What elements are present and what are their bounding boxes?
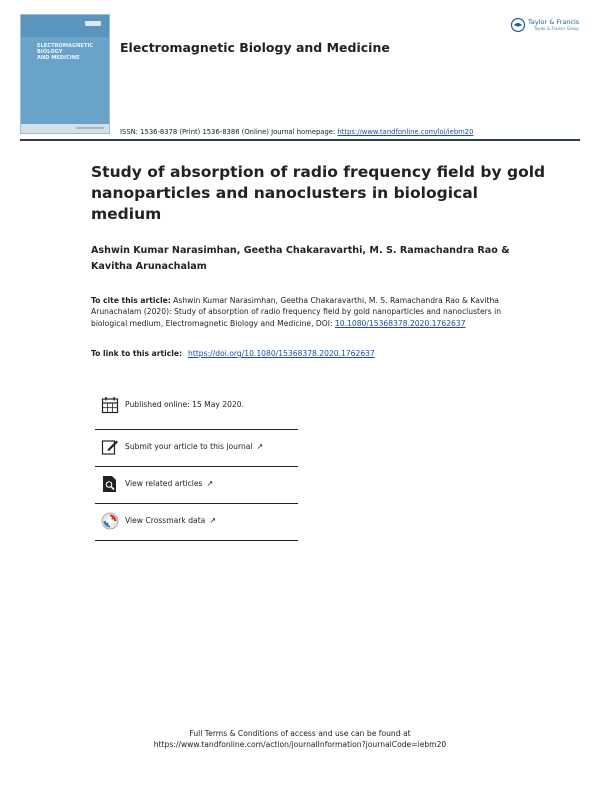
article-title: Study of absorption of radio frequency field by gold nanoparticles and nanoclusters in biological medium: [91, 163, 546, 223]
cover-bottom-band: [21, 124, 109, 133]
citation-block: [91, 295, 511, 329]
publisher-logo-sub: Taylor & Francis Group: [534, 26, 579, 31]
external-link-icon: ↗: [206, 479, 214, 488]
crossmark-icon: [101, 512, 119, 530]
journal-title: Electromagnetic Biology and Medicine: [120, 40, 390, 55]
cover-title: ELECTROMAGNETIC BIOLOGY AND MEDICINE: [37, 43, 94, 61]
issn-text: ISSN: 1536-8378 (Print) 1536-8386 (Online) Journal homepage:: [120, 128, 338, 136]
footer-terms-link[interactable]: https://www.tandfonline.com/action/journalInformation?journalCode=iebm20: [153, 740, 447, 749]
edit-icon: [101, 438, 119, 456]
crossmark-link[interactable]: [125, 516, 216, 525]
published-online-label: Published online: 15 May 2020.: [125, 400, 245, 409]
publisher-logo[interactable]: [510, 16, 582, 36]
cite-doi-link[interactable]: 10.1080/15368378.2020.1762637: [334, 318, 466, 328]
footer: [0, 728, 600, 750]
related-articles-link[interactable]: [125, 479, 213, 488]
publisher-logo-name: Taylor & Francis: [528, 18, 580, 26]
published-online-row: [95, 388, 298, 430]
journal-homepage-link[interactable]: https://www.tandfonline.com/loi/iebm20: [337, 128, 474, 136]
external-link-icon: ↗: [209, 516, 217, 525]
external-link-icon: ↗: [256, 442, 264, 451]
article-authors: Ashwin Kumar Narasimhan, Geetha Chakaravarthi, M. S. Ramachandra Rao & Kavitha Arunachalam: [91, 245, 510, 272]
cover-publisher-mark: [85, 21, 101, 26]
article-doi-link[interactable]: https://doi.org/10.1080/15368378.2020.1762637: [188, 349, 375, 358]
cite-label: To cite this article:: [91, 296, 171, 305]
related-articles-label: View related articles: [125, 479, 203, 488]
article-actions: [95, 388, 298, 541]
submit-article-row[interactable]: [95, 430, 298, 467]
crossmark-row[interactable]: [95, 504, 298, 541]
crossmark-label: View Crossmark data: [125, 516, 206, 525]
cite-text: Ashwin Kumar Narasimhan, Geetha Chakaravarthi, M. S. Ramachandra Rao & Kavitha Arunachalam (2020): Study of absorption of radio frequency field by gold nanoparticles and nanoclusters in biological medium, Electromagnetic Biology and Medicine, DOI:: [91, 296, 502, 328]
header-divider: [20, 139, 580, 141]
article-link-line: [91, 349, 375, 358]
link-label: To link to this article:: [91, 349, 183, 358]
related-articles-row[interactable]: [95, 467, 298, 504]
footer-terms-text: Full Terms & Conditions of access and use can be found at: [189, 729, 411, 738]
search-document-icon: [101, 475, 119, 493]
submit-article-link[interactable]: [125, 442, 263, 451]
submit-article-label: Submit your article to this journal: [125, 442, 253, 451]
cover-top-band: [21, 15, 109, 37]
journal-cover: [20, 14, 110, 134]
calendar-icon: [101, 396, 119, 414]
publisher-logo-icon: [510, 16, 526, 34]
issn-line: [120, 128, 473, 136]
